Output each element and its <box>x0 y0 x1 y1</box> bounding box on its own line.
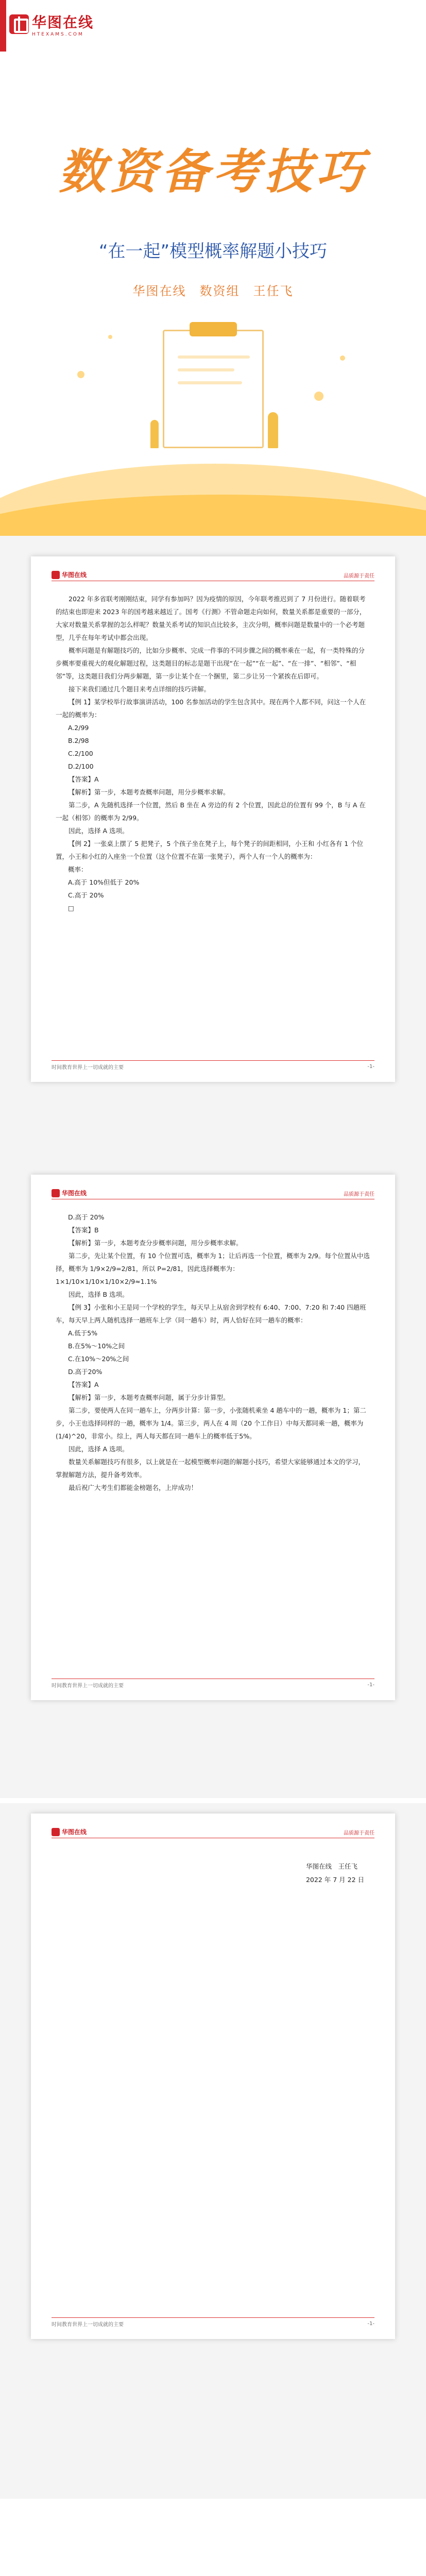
page-number: -1- <box>367 1682 374 1688</box>
header-brand: 华图在线 <box>62 1828 87 1836</box>
option: A.低于5% <box>68 1329 98 1337</box>
page-header <box>52 1186 374 1199</box>
explanation: 第二步，先让某个位置，有 10 个位置可选，概率为 1；让后再选一个位置，概率为 2/9。每个位置从中选择，概率为 1/9×2/9=2/81，所以 P=2/81，因此选择概率为： <box>56 1252 370 1273</box>
document-page-1 <box>31 556 395 1082</box>
formula: 1×1/10×1/10×1/10×2/9≈1.1% <box>56 1278 157 1285</box>
footer-text: 时间教育世界上一切成就的主要 <box>52 1683 124 1689</box>
decor-dot <box>340 355 345 361</box>
clipboard-illustration <box>163 330 264 448</box>
decor-dot <box>314 392 323 401</box>
document-page-2 <box>31 1175 395 1700</box>
option: D.高于 20% <box>68 1213 105 1221</box>
logo-brand-cn: 华图在线 <box>32 14 94 31</box>
option: C.2/100 <box>68 750 93 757</box>
option: □ <box>68 904 74 912</box>
explanation: 【解析】第一步，本题考查概率问题，属于分步计算型。 <box>69 1394 230 1401</box>
question-2: 【例 2】一张桌上摆了 5 把凳子，5 个孩子坐在凳子上，每个凳子的间距相同，小王和 小红各有 1 个位置，小王和小红的入座坐一个位置（这个位置不在第一张凳子），两个人有一个人的概率为： <box>56 840 364 860</box>
answer: 【答案】B <box>69 1226 99 1234</box>
header-brand: 华图在线 <box>62 571 87 579</box>
huatu-logo-icon <box>52 571 60 579</box>
option: D.2/100 <box>68 762 94 770</box>
cover-subtitle: “在一起”模型概率解题小技巧 <box>98 241 328 262</box>
red-corner-decoration <box>0 0 6 52</box>
explanation: 第二步，A 先随机选择一个位置，然后 B 坐在 A 旁边的有 2 个位置，因此总的位置有 99 个，B 与 A 在一起（相邻）的概率为 2/99。 <box>56 801 366 822</box>
paragraph: 2022 年多省联考刚刚结束，同学有参加吗？因为疫情的原因，今年联考推迟到了 7 月份进行。随着联考的结束也即迎来 2023 年的国考越来越近了。国考《行测》不管命题走向如何，数量关系都是重要的一部分，大家对数量关系掌握的怎么样呢？数量关系考试的知识点比较多，主次分明，概率问题是数量中的一个必考题型，几乎在每年考试中都会出现。 <box>56 595 366 641</box>
paragraph: 数量关系解题技巧有很多，以上就是在一起模型概率问题的解题小技巧，希望大家能够通过本文的学习，掌握解题方法，提升备考效率。 <box>56 1458 365 1479</box>
question-3: 【例 3】小张和小王是同一个学校的学生，每天早上从宿舍到学校有 6:40、7:00、7:20 和 7:40 四趟班车，每天早上两人随机选择一趟班车上学（同一趟车）时，两人恰好在同一趟车的概率： <box>56 1303 366 1324</box>
answer: 【答案】A <box>69 1381 99 1388</box>
explanation: 【解析】第一步，本题考查分步概率问题，用分步概率求解。 <box>69 1239 243 1247</box>
bottom-brand-section <box>0 2499 426 2576</box>
decor-dot <box>77 371 84 378</box>
page-header <box>52 568 374 581</box>
header-slogan: 品质源于责任 <box>344 1831 374 1836</box>
footer-text: 时间教育世界上一切成就的主要 <box>52 1065 124 1071</box>
huatu-logo-icon <box>9 14 29 34</box>
option: A.高于 10%但低于 20% <box>68 878 140 886</box>
clipboard-line <box>178 381 242 384</box>
page-number: -1- <box>367 1064 374 1070</box>
option: 概率： <box>68 866 88 873</box>
paragraph: 概率问题是有解题技巧的，比如分步概率、完成一件事的不同步骤之间的概率乘在一起，有一类特殊的分步概率要重视大的观化解题过程，这类题目的标志是题干出现“在一起”“在一起”、“在一排”、“相邻”、“相邻”等，这类题目我们分两步解题，第一步让某个在一个捆里，第二步让另一个紧挨在后即可。 <box>56 647 365 680</box>
option: D.高于20% <box>68 1368 103 1376</box>
option: C.在10%～20%之间 <box>68 1355 129 1363</box>
signature-block <box>306 1860 364 1887</box>
logo-brand-en: HTEXAMS.COM <box>32 32 84 37</box>
option: B.2/98 <box>68 737 89 744</box>
page-footer <box>52 1060 374 1073</box>
paragraph: 最后祝广大考生们都能金榜题名，上岸成功！ <box>69 1484 198 1492</box>
clipboard-clip-icon <box>190 322 237 336</box>
huatu-logo-icon <box>52 1828 60 1836</box>
answer: 【答案】A <box>69 775 99 783</box>
explanation: 第二步，要使两人在同一趟车上，分两步计算：第一步，小张随机乘坐 4 趟车中的一趟，概率为 1；第二步，小王也选择同样的一趟，概率为 1/4。第三步，两人在 4 周（20 个工作日）中每天都同乘一趟，概率为 (1/4)^20，非常小。综上，两人每天都在同一趟车上的概率低于5%。 <box>56 1406 366 1440</box>
explanation: 因此，选择 B 选项。 <box>69 1291 129 1298</box>
signature-date: 2022 年 7 月 22 日 <box>305 1876 364 1884</box>
page-footer <box>52 2317 374 2330</box>
cover-title: 数资备考技巧 <box>58 144 368 199</box>
plant-icon <box>150 420 159 448</box>
decor-dot <box>108 335 112 339</box>
page-1-body <box>56 592 370 914</box>
signature-author: 华图在线 王任飞 <box>305 1862 357 1870</box>
header-brand: 华图在线 <box>62 1190 87 1197</box>
paragraph: 接下来我们通过几个题目来考点详细的技巧讲解。 <box>69 685 211 693</box>
huatu-logo-icon <box>52 1189 60 1197</box>
clipboard-line <box>178 355 250 359</box>
page-header <box>52 1825 374 1838</box>
top-logo[interactable] <box>9 11 94 37</box>
explanation: 因此，选择 A 选项。 <box>69 827 129 835</box>
cover-authors: 华图在线 数资组 王任飞 <box>132 284 294 298</box>
clipboard-line <box>178 368 234 371</box>
header-slogan: 品质源于责任 <box>344 573 374 579</box>
page-2-body <box>56 1211 370 1494</box>
explanation: 因此，选择 A 选项。 <box>69 1445 129 1453</box>
explanation: 【解析】第一步，本题考查概率问题，用分步概率求解。 <box>69 788 230 796</box>
plant-icon <box>268 412 278 448</box>
question-1: 【例 1】某学校举行故事演讲活动，100 名参加活动的学生包含其中。现在两个人都不同，问这一个人在一起的概率为： <box>56 698 366 719</box>
footer-text: 时间教育世界上一切成就的主要 <box>52 2322 124 2328</box>
option: B.在5%～10%之间 <box>68 1342 125 1350</box>
option: A.2/99 <box>68 724 89 732</box>
page-footer <box>52 1679 374 1691</box>
document-page-3 <box>31 1814 395 2339</box>
cover-section <box>0 0 426 536</box>
option: C.高于 20% <box>68 891 104 899</box>
header-slogan: 品质源于责任 <box>344 1192 374 1197</box>
page-number: -1- <box>367 2321 374 2327</box>
